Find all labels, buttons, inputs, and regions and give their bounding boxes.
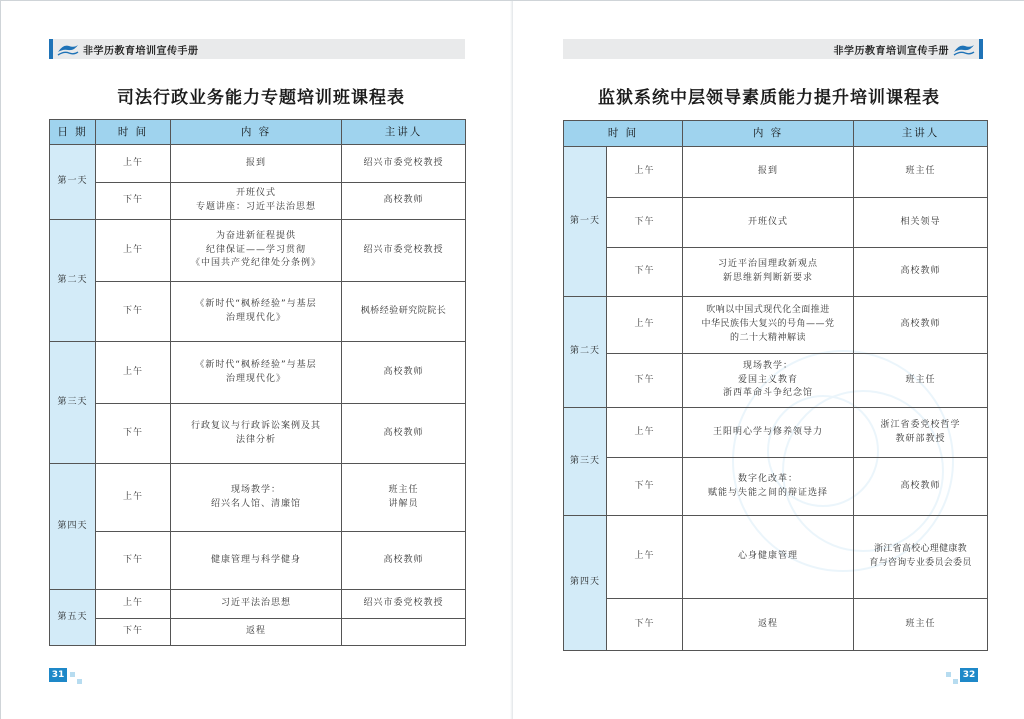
page-31 <box>1 1 513 719</box>
content-cell: 健康管理与科学健身 <box>171 532 342 590</box>
table-row <box>50 183 466 220</box>
time-cell: 下午 <box>96 282 171 342</box>
table-row <box>564 198 988 248</box>
column-header-speaker: 主讲人 <box>342 120 466 145</box>
time-cell: 上午 <box>96 220 171 282</box>
course-schedule-table <box>49 119 466 646</box>
speaker-cell: 班主任 <box>854 354 988 408</box>
time-cell: 下午 <box>607 248 683 297</box>
day-cell: 第四天 <box>564 516 607 651</box>
table-row <box>564 354 988 408</box>
table-row <box>50 145 466 183</box>
content-cell: 开班仪式 <box>683 198 854 248</box>
table-row <box>50 464 466 532</box>
time-cell: 上午 <box>96 464 171 532</box>
decor-square <box>77 679 82 684</box>
speaker-cell: 高校教师 <box>342 532 466 590</box>
table-row <box>564 248 988 297</box>
day-cell: 第二天 <box>564 297 607 408</box>
speaker-cell: 高校教师 <box>342 183 466 220</box>
day-cell: 第一天 <box>50 145 96 220</box>
page-header-bar <box>49 39 465 59</box>
table-row <box>50 220 466 282</box>
header-title: 非学历教育培训宣传手册 <box>83 46 199 57</box>
table-header-row <box>50 120 466 145</box>
speaker-cell: 班主任 讲解员 <box>342 464 466 532</box>
content-cell: 开班仪式 专题讲座：习近平法治思想 <box>171 183 342 220</box>
content-cell: 吹响以中国式现代化全面推进 中华民族伟大复兴的号角——党 的二十大精神解读 <box>683 297 854 354</box>
time-cell: 上午 <box>96 590 171 619</box>
page-number: 32 <box>960 668 978 682</box>
content-cell: 返程 <box>683 599 854 651</box>
time-cell: 下午 <box>607 599 683 651</box>
time-cell: 下午 <box>607 458 683 516</box>
table-row <box>564 408 988 458</box>
table-row <box>564 297 988 354</box>
time-cell: 下午 <box>96 532 171 590</box>
table-row <box>564 516 988 599</box>
content-cell: 《新时代“枫桥经验”与基层 治理现代化》 <box>171 282 342 342</box>
page-32 <box>513 1 1024 719</box>
column-header-date: 日 期 <box>50 120 96 145</box>
table-row <box>50 342 466 404</box>
table-row <box>50 404 466 464</box>
speaker-cell: 班主任 <box>854 147 988 198</box>
column-header-content: 内 容 <box>171 120 342 145</box>
content-cell: 报到 <box>683 147 854 198</box>
column-header-speaker: 主讲人 <box>854 121 988 147</box>
day-cell: 第四天 <box>50 464 96 590</box>
day-cell: 第一天 <box>564 147 607 297</box>
content-cell: 《新时代“枫桥经验”与基层 治理现代化》 <box>171 342 342 404</box>
time-cell: 下午 <box>607 354 683 408</box>
decor-square <box>953 679 958 684</box>
content-cell: 心身健康管理 <box>683 516 854 599</box>
column-header-time: 时 间 <box>564 121 683 147</box>
content-cell: 报到 <box>171 145 342 183</box>
content-cell: 数字化改革： 赋能与失能之间的辩证选择 <box>683 458 854 516</box>
table-row <box>564 599 988 651</box>
header-title: 非学历教育培训宣传手册 <box>833 46 949 57</box>
table-row <box>564 458 988 516</box>
column-header-time: 时 间 <box>96 120 171 145</box>
time-cell: 上午 <box>96 145 171 183</box>
table-row <box>50 590 466 619</box>
speaker-cell: 高校教师 <box>342 404 466 464</box>
publisher-logo-icon <box>57 42 79 56</box>
speaker-cell: 绍兴市委党校教授 <box>342 590 466 619</box>
time-cell: 上午 <box>607 516 683 599</box>
time-cell: 上午 <box>96 342 171 404</box>
content-cell: 现场教学： 爱国主义教育 浙西革命斗争纪念馆 <box>683 354 854 408</box>
table-row <box>564 147 988 198</box>
speaker-cell: 高校教师 <box>854 458 988 516</box>
page-title: 监狱系统中层领导素质能力提升培训课程表 <box>598 88 940 108</box>
content-cell: 习近平治国理政新观点 新思维新判断新要求 <box>683 248 854 297</box>
course-schedule-table <box>563 120 988 651</box>
speaker-cell <box>342 619 466 646</box>
table-row <box>50 619 466 646</box>
page-title: 司法行政业务能力专题培训班课程表 <box>117 88 405 108</box>
header-accent <box>979 39 983 59</box>
time-cell: 上午 <box>607 147 683 198</box>
time-cell: 下午 <box>96 619 171 646</box>
speaker-cell: 高校教师 <box>854 248 988 297</box>
table-header-row <box>564 121 988 147</box>
time-cell: 下午 <box>607 198 683 248</box>
table-row <box>50 282 466 342</box>
content-cell: 现场教学： 绍兴名人馆、清廉馆 <box>171 464 342 532</box>
speaker-cell: 枫桥经验研究院院长 <box>342 282 466 342</box>
content-cell: 行政复议与行政诉讼案例及其 法律分析 <box>171 404 342 464</box>
page-number: 31 <box>49 668 67 682</box>
column-header-content: 内 容 <box>683 121 854 147</box>
day-cell: 第三天 <box>50 342 96 464</box>
speaker-cell: 高校教师 <box>854 297 988 354</box>
page-header-bar <box>563 39 983 59</box>
time-cell: 下午 <box>96 404 171 464</box>
day-cell: 第五天 <box>50 590 96 646</box>
speaker-cell: 浙江省高校心理健康教 育与咨询专业委员会委员 <box>854 516 988 599</box>
speaker-cell: 相关领导 <box>854 198 988 248</box>
time-cell: 上午 <box>607 297 683 354</box>
table-row <box>50 532 466 590</box>
header-accent <box>49 39 53 59</box>
speaker-cell: 绍兴市委党校教授 <box>342 145 466 183</box>
content-cell: 为奋进新征程提供 纪律保证——学习贯彻 《中国共产党纪律处分条例》 <box>171 220 342 282</box>
content-cell: 王阳明心学与修养领导力 <box>683 408 854 458</box>
speaker-cell: 班主任 <box>854 599 988 651</box>
day-cell: 第三天 <box>564 408 607 516</box>
speaker-cell: 高校教师 <box>342 342 466 404</box>
decor-square <box>946 672 951 677</box>
content-cell: 习近平法治思想 <box>171 590 342 619</box>
content-cell: 返程 <box>171 619 342 646</box>
day-cell: 第二天 <box>50 220 96 342</box>
time-cell: 下午 <box>96 183 171 220</box>
decor-square <box>70 672 75 677</box>
time-cell: 上午 <box>607 408 683 458</box>
speaker-cell: 浙江省委党校哲学 教研部教授 <box>854 408 988 458</box>
speaker-cell: 绍兴市委党校教授 <box>342 220 466 282</box>
publisher-logo-icon <box>953 42 975 56</box>
